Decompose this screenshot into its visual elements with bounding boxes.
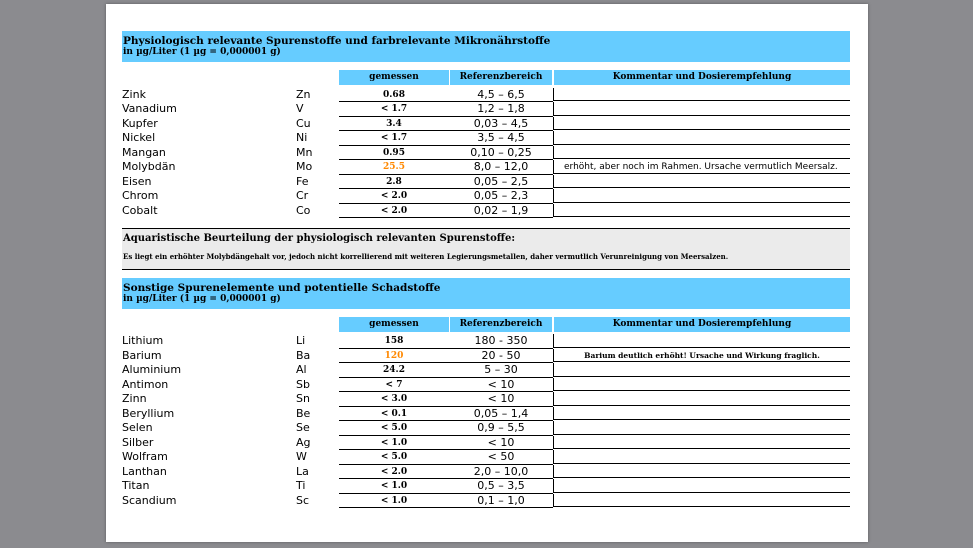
- measured-value: < 0.1: [339, 407, 449, 422]
- measured-value: 0.68: [339, 88, 449, 103]
- element-symbol: Sn: [296, 392, 310, 405]
- table-row: [106, 392, 868, 407]
- assessment-title: Aquaristische Beurteilung der physiologisch relevanten Spurenstoffe:: [123, 233, 516, 244]
- reference-range: < 50: [449, 450, 553, 465]
- element-symbol: Sc: [296, 493, 310, 507]
- element-symbol: Ag: [296, 435, 311, 449]
- section2-header-measured: gemessen: [339, 317, 449, 332]
- table-row: [106, 175, 868, 190]
- element-name: Zinn: [122, 392, 147, 405]
- reference-range: < 10: [449, 436, 553, 451]
- table-row: [106, 363, 868, 378]
- measured-value: 158: [339, 334, 449, 349]
- element-name: Mangan: [122, 145, 166, 159]
- measured-value: 3.4: [339, 117, 449, 132]
- table-row: [106, 407, 868, 422]
- reference-range: 0,5 – 3,5: [449, 479, 553, 494]
- element-symbol: Ti: [296, 479, 306, 492]
- assessment-box: [122, 228, 850, 270]
- comment-cell: erhöht, aber noch im Rahmen. Ursache vermutlich Meersalz.: [553, 160, 850, 174]
- element-name: Molybdän: [122, 160, 176, 173]
- document-page: [106, 4, 868, 542]
- comment-cell: [553, 421, 850, 435]
- table-row: [106, 131, 868, 146]
- assessment-body: Es liegt ein erhöhter Molybdängehalt vor, jedoch nicht korrellierend mit weiteren Legierungsmetallen, daher vermutlich Verunreinigung von Meersalzen.: [123, 252, 729, 261]
- measured-value: < 2.0: [339, 189, 449, 204]
- measured-value: < 2.0: [339, 204, 449, 219]
- table-row: [106, 436, 868, 451]
- comment-cell: Barium deutlich erhöht! Ursache und Wirkung fraglich.: [553, 349, 850, 363]
- element-name: Silber: [122, 435, 154, 449]
- table-row: [106, 117, 868, 132]
- reference-range: 0,05 – 2,5: [449, 175, 553, 190]
- table-row: [106, 450, 868, 465]
- element-name: Nickel: [122, 131, 156, 144]
- section1-header-measured: gemessen: [339, 70, 449, 85]
- comment-cell: [553, 88, 850, 102]
- reference-range: < 10: [449, 392, 553, 407]
- element-symbol: W: [296, 450, 307, 463]
- measured-value: < 5.0: [339, 450, 449, 465]
- comment-cell: [553, 465, 850, 479]
- reference-range: 0,05 – 2,3: [449, 189, 553, 204]
- section1-header-reference: Referenzbereich: [450, 70, 552, 85]
- measured-value: < 5.0: [339, 421, 449, 436]
- reference-range: 0,05 – 1,4: [449, 407, 553, 422]
- element-name: Antimon: [122, 377, 169, 391]
- table-row: [106, 378, 868, 393]
- element-symbol: Mn: [296, 145, 313, 159]
- element-name: Eisen: [122, 174, 152, 188]
- section1-header-comment: Kommentar und Dosierempfehlung: [554, 70, 850, 85]
- element-name: Vanadium: [122, 102, 177, 115]
- reference-range: 2,0 – 10,0: [449, 465, 553, 480]
- measured-value: < 1.7: [339, 102, 449, 117]
- reference-range: 0,02 – 1,9: [449, 204, 553, 219]
- section1-banner: [122, 31, 850, 62]
- comment-cell: [553, 175, 850, 189]
- element-symbol: Li: [296, 334, 306, 347]
- reference-range: 0,03 – 4,5: [449, 117, 553, 132]
- element-symbol: Cu: [296, 116, 311, 130]
- table-row: [106, 160, 868, 175]
- comment-cell: [553, 189, 850, 203]
- element-symbol: Zn: [296, 87, 311, 101]
- comment-cell: [553, 334, 850, 348]
- element-name: Scandium: [122, 493, 177, 507]
- comment-cell: [553, 204, 850, 218]
- element-symbol: La: [296, 464, 309, 478]
- reference-range: 180 - 350: [449, 334, 553, 349]
- section2-header-comment: Kommentar und Dosierempfehlung: [554, 317, 850, 332]
- element-name: Lithium: [122, 334, 164, 347]
- section2-unit: in µg/Liter (1 µg = 0,000001 g): [123, 294, 281, 304]
- element-symbol: V: [296, 102, 304, 115]
- comment-cell: [553, 479, 850, 493]
- comment-cell: [553, 378, 850, 392]
- measured-value: < 3.0: [339, 392, 449, 407]
- reference-range: 3,5 – 4,5: [449, 131, 553, 146]
- comment-cell: [553, 450, 850, 464]
- measured-value: < 2.0: [339, 465, 449, 480]
- reference-range: 8,0 – 12,0: [449, 160, 553, 175]
- element-symbol: Be: [296, 406, 311, 420]
- element-name: Kupfer: [122, 116, 158, 130]
- element-name: Titan: [122, 479, 150, 492]
- comment-cell: [553, 146, 850, 160]
- measured-value: 2.8: [339, 175, 449, 190]
- table-row: [106, 102, 868, 117]
- table-row: [106, 494, 868, 509]
- reference-range: 4,5 – 6,5: [449, 88, 553, 103]
- comment-cell: [553, 102, 850, 116]
- measured-value: < 1.0: [339, 479, 449, 494]
- measured-value: < 1.0: [339, 494, 449, 509]
- measured-value: < 1.0: [339, 436, 449, 451]
- table-row: [106, 479, 868, 494]
- comment-cell: [553, 117, 850, 131]
- reference-range: 0,1 – 1,0: [449, 494, 553, 509]
- table-row: [106, 421, 868, 436]
- section2-header-reference: Referenzbereich: [450, 317, 552, 332]
- element-name: Lanthan: [122, 464, 167, 478]
- reference-range: 0,10 – 0,25: [449, 146, 553, 161]
- element-symbol: Se: [296, 421, 310, 434]
- comment-cell: [553, 392, 850, 406]
- element-symbol: Cr: [296, 189, 309, 202]
- element-name: Cobalt: [122, 203, 158, 217]
- measured-value-highlighted: 25.5: [339, 160, 449, 175]
- table-row: [106, 349, 868, 364]
- reference-range: 0,9 – 5,5: [449, 421, 553, 436]
- element-name: Zink: [122, 87, 146, 101]
- section2-banner: [122, 278, 850, 309]
- element-name: Wolfram: [122, 450, 168, 463]
- measured-value: < 7: [339, 378, 449, 393]
- section2-title: Sonstige Spurenelemente und potentielle Schadstoffe: [123, 282, 441, 294]
- measured-value: < 1.7: [339, 131, 449, 146]
- section1-unit: in µg/Liter (1 µg = 0,000001 g): [123, 47, 281, 57]
- element-name: Beryllium: [122, 406, 175, 420]
- element-symbol: Ni: [296, 131, 308, 144]
- element-name: Barium: [122, 348, 162, 362]
- comment-cell: [553, 131, 850, 145]
- table-row: [106, 146, 868, 161]
- element-name: Chrom: [122, 189, 159, 202]
- element-symbol: Ba: [296, 348, 311, 362]
- comment-cell: [553, 407, 850, 421]
- table-row: [106, 189, 868, 204]
- measured-value: 24.2: [339, 363, 449, 378]
- table-row: [106, 465, 868, 480]
- element-symbol: Al: [296, 363, 307, 376]
- element-name: Aluminium: [122, 363, 182, 376]
- section1-title: Physiologisch relevante Spurenstoffe und farbrelevante Mikronährstoffe: [123, 35, 551, 47]
- table-row: [106, 88, 868, 103]
- table-row: [106, 334, 868, 349]
- element-symbol: Mo: [296, 160, 313, 173]
- element-name: Selen: [122, 421, 153, 434]
- element-symbol: Fe: [296, 174, 309, 188]
- measured-value: 0.95: [339, 146, 449, 161]
- element-symbol: Sb: [296, 377, 310, 391]
- comment-cell: [553, 494, 850, 508]
- comment-cell: [553, 436, 850, 450]
- reference-range: 1,2 – 1,8: [449, 102, 553, 117]
- element-symbol: Co: [296, 203, 311, 217]
- comment-cell: [553, 363, 850, 377]
- reference-range: 20 - 50: [449, 349, 553, 364]
- table-row: [106, 204, 868, 219]
- reference-range: 5 – 30: [449, 363, 553, 378]
- reference-range: < 10: [449, 378, 553, 393]
- measured-value-highlighted: 120: [339, 349, 449, 364]
